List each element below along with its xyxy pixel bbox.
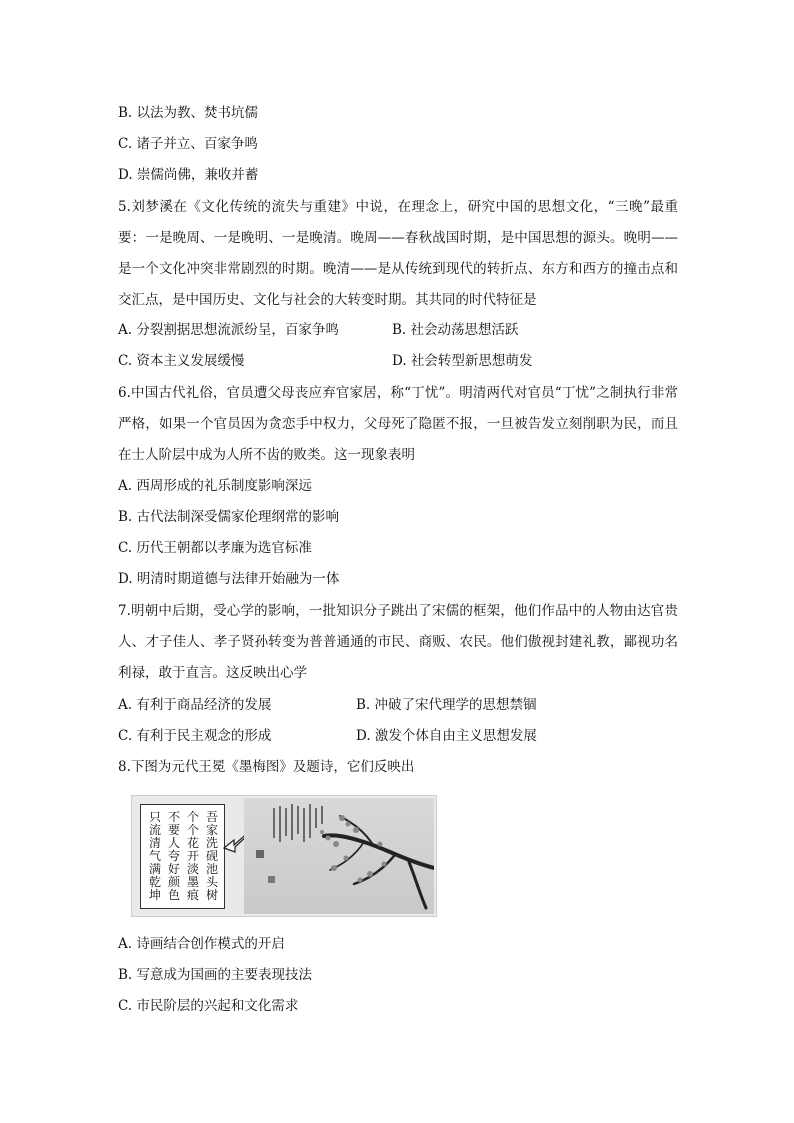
q8-option-b: B. 写意成为国画的主要表现技法 [118,967,313,983]
q6-option-c: C. 历代王朝都以孝廉为选官标准 [118,540,312,556]
q5-option-c: C. 资本主义发展缓慢 [118,353,245,369]
poem-column: 不要人夸好颜色 [167,810,180,902]
q6-option-d: D. 明清时期道德与法律开始融为一体 [118,571,340,587]
poem-column: 只流清气满乾坤 [148,810,161,902]
poem-column: 吾家洗砚池头树 [205,810,218,902]
q5-stem: 5.刘梦溪在《文化传统的流失与重建》中说，在理念上，研究中国的思想文化，“三晚”最重要：一是晚周、一是晚明、一是晚清。晚周——春秋战国时期，是中国思想的源头。晚明——是一个文化冲突非常剧烈的时期。晚清——是从传统到现代的转折点、东方和西方的撞击点和交汇点，是中国历史、文化与社会的大转变时期。其共同的时代特征是 [118,199,678,308]
plum-painting [244,798,434,914]
q5-option-d: D. 社会转型新思想萌发 [392,353,533,369]
q8-option-c: C. 市民阶层的兴起和文化需求 [118,998,299,1014]
q7-option-d: D. 激发个体自由主义思想发展 [356,728,537,744]
mo-mei-figure [131,795,437,917]
q7-option-c: C. 有利于民主观念的形成 [118,728,272,744]
q6-option-a: A. 西周形成的礼乐制度影响深远 [118,478,312,494]
q7-option-a: A. 有利于商品经济的发展 [118,697,272,713]
q5-option-b: B. 社会动荡思想活跃 [392,322,519,338]
calligraphy-marks [274,804,322,842]
seal-stamp [256,850,264,858]
poem-column: 个个花开淡墨痕 [186,810,199,902]
q6-stem: 6.中国古代礼俗，官员遭父母丧应弃官家居，称“丁忧”。明清两代对官员“丁忧”之制执行非常严格，如果一个官员因为贪恋手中权力，父母死了隐匿不报，一旦被告发立刻削职为民，而且在士人阶层中成为人所不齿的败类。这一现象表明 [118,385,678,463]
q4-option-c: C. 诸子并立、百家争鸣 [118,136,258,152]
seal-stamp [268,876,275,883]
poem-box [140,804,225,909]
q4-option-d: D. 崇儒尚佛，兼收并蓄 [118,167,259,183]
plum-branch [324,816,434,908]
q7-option-b: B. 冲破了宋代理学的思想禁锢 [356,697,537,713]
q5-option-a: A. 分裂割据思想流派纷呈，百家争鸣 [118,322,339,338]
q4-option-b: B. 以法为教、焚书坑儒 [118,105,259,121]
q8-option-a: A. 诗画结合创作模式的开启 [118,936,285,952]
q8-stem: 8.下图为元代王冕《墨梅图》及题诗，它们反映出 [118,759,415,775]
q6-option-b: B. 古代法制深受儒家伦理纲常的影响 [118,509,340,525]
q7-stem: 7.明朝中后期，受心学的影响，一批知识分子跳出了宋儒的框架，他们作品中的人物由达官贵人、才子佳人、孝子贤孙转变为普普通通的市民、商贩、农民。他们傲视封建礼教，鄙视功名利禄，敢于直言。这反映出心学 [118,603,678,681]
